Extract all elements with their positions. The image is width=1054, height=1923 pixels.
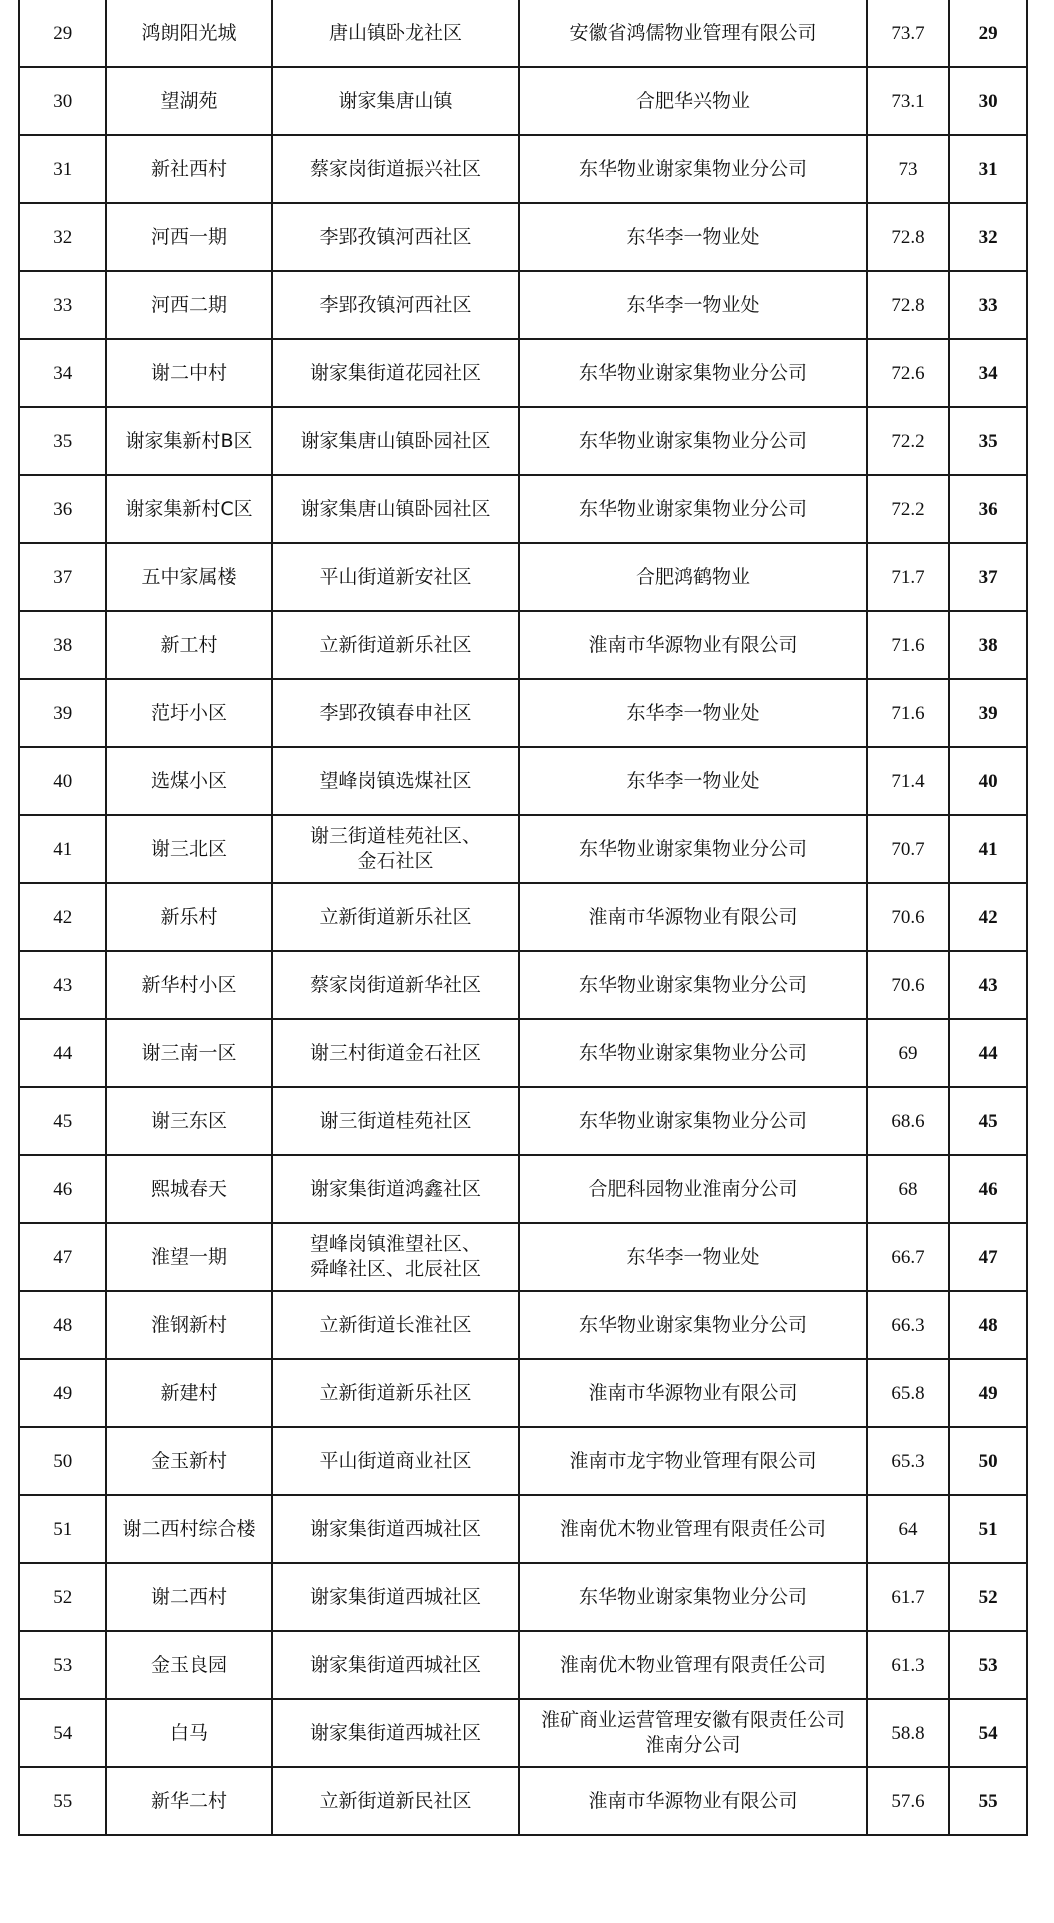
table-row	[19, 1563, 1027, 1631]
property-company-cell: 淮矿商业运营管理安徽有限责任公司 淮南分公司	[519, 1699, 866, 1767]
table-row	[19, 747, 1027, 815]
rank-cell: 40	[949, 747, 1027, 815]
community-cell: 平山街道商业社区	[272, 1427, 520, 1495]
property-company-cell: 合肥鸿鹤物业	[519, 543, 866, 611]
row-number-cell: 48	[19, 1291, 106, 1359]
property-company-cell: 合肥科园物业淮南分公司	[519, 1155, 866, 1223]
community-cell: 立新街道新乐社区	[272, 1359, 520, 1427]
rank-cell: 53	[949, 1631, 1027, 1699]
score-cell: 71.7	[867, 543, 950, 611]
community-cell: 谢家集街道西城社区	[272, 1563, 520, 1631]
score-cell: 68.6	[867, 1087, 950, 1155]
residential-area-cell: 新建村	[106, 1359, 271, 1427]
property-company-cell: 东华物业谢家集物业分公司	[519, 1019, 866, 1087]
rank-cell: 29	[949, 0, 1027, 67]
property-company-cell: 合肥华兴物业	[519, 67, 866, 135]
community-cell: 谢家集街道西城社区	[272, 1699, 520, 1767]
rank-cell: 30	[949, 67, 1027, 135]
score-cell: 58.8	[867, 1699, 950, 1767]
score-cell: 64	[867, 1495, 950, 1563]
community-cell: 蔡家岗街道振兴社区	[272, 135, 520, 203]
property-company-cell: 东华物业谢家集物业分公司	[519, 339, 866, 407]
rank-cell: 51	[949, 1495, 1027, 1563]
residential-area-cell: 河西一期	[106, 203, 271, 271]
score-cell: 66.3	[867, 1291, 950, 1359]
table-row	[19, 1699, 1027, 1767]
property-company-cell: 淮南优木物业管理有限责任公司	[519, 1631, 866, 1699]
residential-area-cell: 谢家集新村B区	[106, 407, 271, 475]
property-company-cell: 东华物业谢家集物业分公司	[519, 135, 866, 203]
residential-area-cell: 谢三南一区	[106, 1019, 271, 1087]
community-cell: 平山街道新安社区	[272, 543, 520, 611]
table-row	[19, 1155, 1027, 1223]
rank-cell: 32	[949, 203, 1027, 271]
table-row	[19, 135, 1027, 203]
row-number-cell: 42	[19, 883, 106, 951]
row-number-cell: 54	[19, 1699, 106, 1767]
table-row	[19, 815, 1027, 883]
property-company-cell: 东华物业谢家集物业分公司	[519, 1563, 866, 1631]
score-cell: 69	[867, 1019, 950, 1087]
score-cell: 71.6	[867, 611, 950, 679]
table-row	[19, 1495, 1027, 1563]
score-cell: 70.6	[867, 951, 950, 1019]
row-number-cell: 32	[19, 203, 106, 271]
community-cell: 谢三街道桂苑社区	[272, 1087, 520, 1155]
community-cell: 蔡家岗街道新华社区	[272, 951, 520, 1019]
community-cell: 谢家集街道西城社区	[272, 1631, 520, 1699]
residential-area-cell: 新华村小区	[106, 951, 271, 1019]
rank-cell: 50	[949, 1427, 1027, 1495]
score-cell: 61.7	[867, 1563, 950, 1631]
score-cell: 61.3	[867, 1631, 950, 1699]
residential-area-cell: 新乐村	[106, 883, 271, 951]
row-number-cell: 50	[19, 1427, 106, 1495]
score-cell: 71.6	[867, 679, 950, 747]
row-number-cell: 38	[19, 611, 106, 679]
table-row	[19, 611, 1027, 679]
score-cell: 73.1	[867, 67, 950, 135]
residential-area-cell: 鸿朗阳光城	[106, 0, 271, 67]
rank-cell: 33	[949, 271, 1027, 339]
community-cell: 唐山镇卧龙社区	[272, 0, 520, 67]
score-cell: 70.6	[867, 883, 950, 951]
residential-area-cell: 谢二西村	[106, 1563, 271, 1631]
rank-cell: 45	[949, 1087, 1027, 1155]
property-company-cell: 淮南市华源物业有限公司	[519, 611, 866, 679]
ranking-table-body	[19, 0, 1027, 1835]
rank-cell: 31	[949, 135, 1027, 203]
property-company-cell: 淮南市龙宇物业管理有限公司	[519, 1427, 866, 1495]
table-row	[19, 883, 1027, 951]
row-number-cell: 43	[19, 951, 106, 1019]
property-company-cell: 东华物业谢家集物业分公司	[519, 1291, 866, 1359]
rank-cell: 46	[949, 1155, 1027, 1223]
rank-cell: 52	[949, 1563, 1027, 1631]
rank-cell: 54	[949, 1699, 1027, 1767]
ranking-table	[18, 0, 1028, 1836]
row-number-cell: 37	[19, 543, 106, 611]
property-company-cell: 淮南市华源物业有限公司	[519, 883, 866, 951]
property-company-cell: 东华李一物业处	[519, 679, 866, 747]
table-row	[19, 1427, 1027, 1495]
score-cell: 66.7	[867, 1223, 950, 1291]
rank-cell: 47	[949, 1223, 1027, 1291]
row-number-cell: 40	[19, 747, 106, 815]
residential-area-cell: 熙城春天	[106, 1155, 271, 1223]
community-cell: 谢三村街道金石社区	[272, 1019, 520, 1087]
rank-cell: 39	[949, 679, 1027, 747]
table-row	[19, 203, 1027, 271]
property-company-cell: 淮南市华源物业有限公司	[519, 1767, 866, 1835]
residential-area-cell: 谢家集新村C区	[106, 475, 271, 543]
residential-area-cell: 选煤小区	[106, 747, 271, 815]
community-cell: 望峰岗镇淮望社区、 舜峰社区、北辰社区	[272, 1223, 520, 1291]
property-company-cell: 东华物业谢家集物业分公司	[519, 815, 866, 883]
row-number-cell: 52	[19, 1563, 106, 1631]
score-cell: 72.2	[867, 407, 950, 475]
row-number-cell: 55	[19, 1767, 106, 1835]
row-number-cell: 45	[19, 1087, 106, 1155]
table-row	[19, 1291, 1027, 1359]
table-row	[19, 1767, 1027, 1835]
property-company-cell: 东华物业谢家集物业分公司	[519, 407, 866, 475]
residential-area-cell: 淮望一期	[106, 1223, 271, 1291]
community-cell: 谢家集街道花园社区	[272, 339, 520, 407]
residential-area-cell: 淮钢新村	[106, 1291, 271, 1359]
rank-cell: 41	[949, 815, 1027, 883]
residential-area-cell: 金玉新村	[106, 1427, 271, 1495]
table-row	[19, 475, 1027, 543]
rank-cell: 37	[949, 543, 1027, 611]
property-company-cell: 东华物业谢家集物业分公司	[519, 951, 866, 1019]
row-number-cell: 34	[19, 339, 106, 407]
row-number-cell: 29	[19, 0, 106, 67]
score-cell: 73	[867, 135, 950, 203]
row-number-cell: 44	[19, 1019, 106, 1087]
rank-cell: 36	[949, 475, 1027, 543]
row-number-cell: 46	[19, 1155, 106, 1223]
table-row	[19, 1223, 1027, 1291]
residential-area-cell: 新社西村	[106, 135, 271, 203]
community-cell: 李郢孜镇河西社区	[272, 203, 520, 271]
residential-area-cell: 谢二西村综合楼	[106, 1495, 271, 1563]
score-cell: 65.8	[867, 1359, 950, 1427]
score-cell: 57.6	[867, 1767, 950, 1835]
row-number-cell: 39	[19, 679, 106, 747]
residential-area-cell: 望湖苑	[106, 67, 271, 135]
rank-cell: 49	[949, 1359, 1027, 1427]
table-row	[19, 407, 1027, 475]
table-row	[19, 951, 1027, 1019]
score-cell: 72.8	[867, 203, 950, 271]
residential-area-cell: 新华二村	[106, 1767, 271, 1835]
score-cell: 73.7	[867, 0, 950, 67]
score-cell: 72.8	[867, 271, 950, 339]
table-row	[19, 339, 1027, 407]
community-cell: 望峰岗镇选煤社区	[272, 747, 520, 815]
residential-area-cell: 范圩小区	[106, 679, 271, 747]
residential-area-cell: 白马	[106, 1699, 271, 1767]
table-row	[19, 271, 1027, 339]
table-row	[19, 0, 1027, 67]
residential-area-cell: 河西二期	[106, 271, 271, 339]
table-row	[19, 543, 1027, 611]
property-company-cell: 东华李一物业处	[519, 271, 866, 339]
table-row	[19, 1087, 1027, 1155]
property-company-cell: 东华李一物业处	[519, 1223, 866, 1291]
score-cell: 72.2	[867, 475, 950, 543]
property-company-cell: 东华物业谢家集物业分公司	[519, 475, 866, 543]
property-company-cell: 淮南市华源物业有限公司	[519, 1359, 866, 1427]
community-cell: 谢家集唐山镇卧园社区	[272, 475, 520, 543]
community-cell: 李郢孜镇河西社区	[272, 271, 520, 339]
community-cell: 谢家集街道鸿鑫社区	[272, 1155, 520, 1223]
community-cell: 谢家集唐山镇卧园社区	[272, 407, 520, 475]
row-number-cell: 49	[19, 1359, 106, 1427]
property-company-cell: 东华李一物业处	[519, 747, 866, 815]
community-cell: 李郢孜镇春申社区	[272, 679, 520, 747]
score-cell: 70.7	[867, 815, 950, 883]
row-number-cell: 33	[19, 271, 106, 339]
rank-cell: 38	[949, 611, 1027, 679]
row-number-cell: 51	[19, 1495, 106, 1563]
score-cell: 72.6	[867, 339, 950, 407]
rank-cell: 55	[949, 1767, 1027, 1835]
community-cell: 谢家集唐山镇	[272, 67, 520, 135]
property-company-cell: 东华物业谢家集物业分公司	[519, 1087, 866, 1155]
row-number-cell: 31	[19, 135, 106, 203]
rank-cell: 44	[949, 1019, 1027, 1087]
property-company-cell: 安徽省鸿儒物业管理有限公司	[519, 0, 866, 67]
community-cell: 谢三街道桂苑社区、 金石社区	[272, 815, 520, 883]
row-number-cell: 53	[19, 1631, 106, 1699]
rank-cell: 34	[949, 339, 1027, 407]
residential-area-cell: 谢三东区	[106, 1087, 271, 1155]
row-number-cell: 47	[19, 1223, 106, 1291]
row-number-cell: 36	[19, 475, 106, 543]
table-row	[19, 1019, 1027, 1087]
row-number-cell: 30	[19, 67, 106, 135]
community-cell: 立新街道新民社区	[272, 1767, 520, 1835]
score-cell: 71.4	[867, 747, 950, 815]
community-cell: 立新街道新乐社区	[272, 883, 520, 951]
residential-area-cell: 五中家属楼	[106, 543, 271, 611]
community-cell: 谢家集街道西城社区	[272, 1495, 520, 1563]
rank-cell: 43	[949, 951, 1027, 1019]
community-cell: 立新街道新乐社区	[272, 611, 520, 679]
score-cell: 65.3	[867, 1427, 950, 1495]
table-row	[19, 1631, 1027, 1699]
score-cell: 68	[867, 1155, 950, 1223]
property-company-cell: 淮南优木物业管理有限责任公司	[519, 1495, 866, 1563]
community-cell: 立新街道长淮社区	[272, 1291, 520, 1359]
table-row	[19, 67, 1027, 135]
residential-area-cell: 新工村	[106, 611, 271, 679]
rank-cell: 48	[949, 1291, 1027, 1359]
residential-area-cell: 谢二中村	[106, 339, 271, 407]
row-number-cell: 41	[19, 815, 106, 883]
rank-cell: 42	[949, 883, 1027, 951]
property-company-cell: 东华李一物业处	[519, 203, 866, 271]
residential-area-cell: 谢三北区	[106, 815, 271, 883]
table-row	[19, 679, 1027, 747]
rank-cell: 35	[949, 407, 1027, 475]
table-row	[19, 1359, 1027, 1427]
row-number-cell: 35	[19, 407, 106, 475]
residential-area-cell: 金玉良园	[106, 1631, 271, 1699]
